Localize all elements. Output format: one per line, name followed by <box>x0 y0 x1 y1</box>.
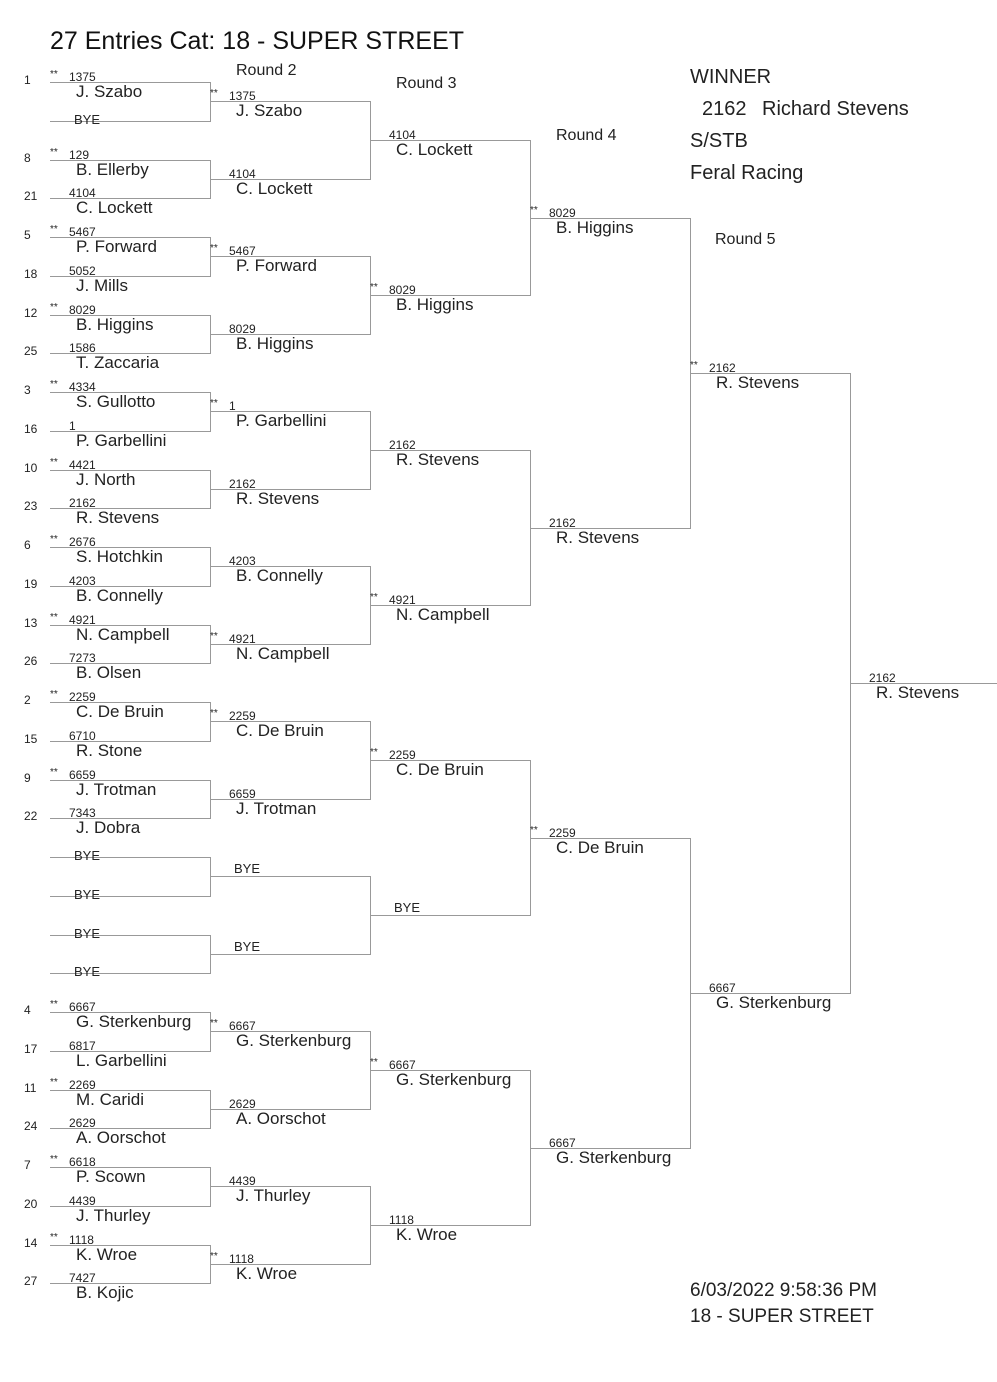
winner-team: Feral Racing <box>690 162 804 184</box>
entry-number: 2259 <box>69 690 96 704</box>
seed-marker: ** <box>370 747 378 759</box>
entry-name: P. Garbellini <box>76 430 167 450</box>
entry-name: S. Hotchkin <box>76 547 163 566</box>
entry-number: 7427 <box>69 1271 96 1286</box>
entry-number: 6667 <box>69 1000 96 1014</box>
entry-name: A. Oorschot <box>236 1108 326 1128</box>
entry-number: 4203 <box>69 573 96 588</box>
entry-number: 7273 <box>69 651 96 666</box>
entry-number: 2259 <box>549 825 576 840</box>
seed-marker: ** <box>370 592 378 604</box>
entry-number: 4421 <box>69 457 96 472</box>
bye-label: BYE <box>234 938 261 954</box>
entry-name: R. Stevens <box>876 682 960 702</box>
seed-marker: ** <box>50 146 58 158</box>
seed-number: 10 <box>24 460 38 475</box>
entry-name: C. De Bruin <box>236 721 324 741</box>
entry-name: N. Campbell <box>236 643 330 663</box>
entry-number: 129 <box>69 147 90 162</box>
seed-number: 14 <box>24 1235 38 1250</box>
entry-number: 2162 <box>229 476 256 491</box>
seed-number: 8 <box>24 150 31 165</box>
entry-name: P. Garbellini <box>236 411 327 431</box>
round-5-label: Round 5 <box>715 231 776 248</box>
entry-name: G. Sterkenburg <box>236 1031 352 1051</box>
entry-number: 4334 <box>69 380 96 394</box>
entry-name: B. Ellerby <box>76 159 149 179</box>
seed-marker: ** <box>50 69 58 80</box>
bye-label: BYE <box>74 886 101 902</box>
entry-number: 7343 <box>69 806 96 821</box>
seed-marker: ** <box>370 1057 378 1069</box>
seed-marker: ** <box>210 243 218 255</box>
r3-slot-5-line <box>370 915 530 916</box>
entry-number: 4104 <box>389 128 416 143</box>
entry-name: J. Szabo <box>76 82 143 101</box>
entry-number: 1375 <box>229 89 256 104</box>
entry-number: 2629 <box>69 1116 96 1131</box>
entry-number: 4439 <box>229 1174 256 1189</box>
entry-number: 4921 <box>229 631 256 646</box>
entry-name: B. Connelly <box>76 585 163 605</box>
seed-number: 27 <box>24 1274 38 1289</box>
entry-name: C. De Bruin <box>396 760 484 780</box>
entry-number: 6618 <box>69 1155 96 1169</box>
entry-number: 2162 <box>709 360 736 375</box>
seed-marker: ** <box>50 456 58 468</box>
entry-number: 4921 <box>69 612 96 627</box>
bye-label: BYE <box>74 848 101 863</box>
entry-name: J. Szabo <box>236 101 303 121</box>
footer-category: 18 - SUPER STREET <box>690 1306 874 1327</box>
entry-name: J. Trotman <box>236 798 317 818</box>
entry-number: 4104 <box>229 166 256 181</box>
seed-number: 7 <box>24 1158 31 1172</box>
seed-number: 12 <box>24 305 38 320</box>
seed-number: 5 <box>24 228 31 242</box>
r2-slot-11-line <box>210 954 370 955</box>
entry-name: R. Stevens <box>556 527 640 547</box>
seed-marker: ** <box>50 1076 58 1088</box>
entry-name: B. Kojic <box>76 1283 134 1303</box>
seed-number: 13 <box>24 615 38 630</box>
entry-number: 6667 <box>709 980 736 995</box>
entry-name: M. Caridi <box>76 1089 145 1109</box>
entry-name: A. Oorschot <box>76 1128 166 1148</box>
seed-marker: ** <box>50 766 58 778</box>
seed-marker: ** <box>50 999 58 1010</box>
entry-number: 4104 <box>69 186 96 201</box>
entry-name: C. Lockett <box>76 198 153 218</box>
entry-number: 1118 <box>389 1213 414 1228</box>
entry-number: 6817 <box>69 1038 96 1053</box>
entry-name: J. Dobra <box>76 818 141 838</box>
entry-name: K. Wroe <box>396 1225 458 1245</box>
entry-number: 1118 <box>69 1232 94 1247</box>
entry-name: B. Higgins <box>76 314 154 334</box>
entry-name: G. Sterkenburg <box>76 1012 192 1031</box>
entry-number: 1 <box>69 418 76 433</box>
seed-marker: ** <box>50 379 58 390</box>
round-2-label: Round 2 <box>236 62 297 79</box>
seed-number: 19 <box>24 576 38 591</box>
entry-number: 4203 <box>229 554 256 569</box>
entry-number: 2162 <box>69 496 96 511</box>
entry-number: 2259 <box>229 709 256 724</box>
entry-name: J. Trotman <box>76 779 157 799</box>
entry-number: 5467 <box>229 244 256 259</box>
entry-number: 1375 <box>69 70 96 84</box>
seed-number: 23 <box>24 499 38 514</box>
seed-number: 2 <box>24 693 31 707</box>
entry-name: G. Sterkenburg <box>716 992 832 1012</box>
seed-marker: ** <box>50 534 58 545</box>
seed-marker: ** <box>210 708 218 720</box>
entry-number: 4921 <box>389 593 416 608</box>
seed-number: 20 <box>24 1196 38 1211</box>
round-3-label: Round 3 <box>396 75 457 92</box>
seed-marker: ** <box>210 398 218 410</box>
seed-number: 9 <box>24 770 31 785</box>
entry-name: B. Olsen <box>76 663 142 683</box>
entry-name: B. Higgins <box>556 217 634 237</box>
seed-number: 4 <box>24 1003 31 1017</box>
entry-name: G. Sterkenburg <box>396 1070 512 1090</box>
bye-label: BYE <box>74 925 101 941</box>
entry-number: 8029 <box>389 283 416 298</box>
winner-vehicle: S/STB <box>690 130 748 152</box>
entry-number: 6667 <box>549 1135 576 1150</box>
entry-name: C. De Bruin <box>76 702 164 721</box>
seed-number: 15 <box>24 731 38 746</box>
seed-number: 3 <box>24 383 31 397</box>
entry-number: 8029 <box>549 205 576 220</box>
entry-name: B. Connelly <box>236 566 323 586</box>
entry-name: R. Stevens <box>396 450 480 470</box>
winner-name: Richard Stevens <box>762 98 909 120</box>
entry-name: N. Campbell <box>76 624 170 644</box>
entry-number: 6667 <box>229 1019 256 1034</box>
seed-marker: ** <box>370 282 378 294</box>
seed-number: 18 <box>24 266 38 281</box>
r2-slot-10-line <box>210 876 370 877</box>
entry-name: J. North <box>76 469 136 489</box>
entry-number: 4439 <box>69 1193 96 1208</box>
entry-number: 2162 <box>389 438 416 453</box>
entry-name: P. Forward <box>236 256 317 276</box>
seed-marker: ** <box>690 359 698 371</box>
bye-label: BYE <box>394 900 421 916</box>
entry-number: 2629 <box>229 1096 256 1111</box>
entry-name: C. Lockett <box>396 140 473 160</box>
seed-number: 6 <box>24 538 31 552</box>
seed-number: 22 <box>24 809 38 824</box>
entry-number: 2162 <box>869 670 896 685</box>
entry-name: R. Stevens <box>716 372 800 392</box>
seed-number: 1 <box>24 73 31 87</box>
seed-marker: ** <box>50 224 58 235</box>
entry-name: K. Wroe <box>76 1244 138 1264</box>
entry-number: 6710 <box>69 728 96 743</box>
winner-number: 2162 <box>702 98 747 120</box>
entry-name: C. De Bruin <box>556 837 644 857</box>
entry-name: J. Thurley <box>236 1186 311 1206</box>
entry-name: C. Lockett <box>236 178 313 198</box>
seed-number: 16 <box>24 421 38 436</box>
round-4-label: Round 4 <box>556 127 617 144</box>
bye-label: BYE <box>74 964 101 980</box>
footer-timestamp: 6/03/2022 9:58:36 PM <box>690 1280 877 1301</box>
entry-name: J. Thurley <box>76 1205 151 1225</box>
entry-name: R. Stevens <box>236 488 320 508</box>
seed-marker: ** <box>210 1250 218 1262</box>
entry-name: N. Campbell <box>396 605 490 625</box>
entry-name: P. Forward <box>76 237 157 256</box>
seed-marker: ** <box>50 1154 58 1165</box>
entry-name: P. Scown <box>76 1167 146 1186</box>
seed-marker: ** <box>50 301 58 313</box>
seed-number: 26 <box>24 654 38 669</box>
seed-number: 24 <box>24 1119 38 1134</box>
entry-name: L. Garbellini <box>76 1050 167 1070</box>
page-title: 27 Entries Cat: 18 - SUPER STREET <box>50 27 465 55</box>
seed-marker: ** <box>50 1231 58 1243</box>
seed-marker: ** <box>50 611 58 623</box>
seed-marker: ** <box>530 824 538 836</box>
seed-number: 17 <box>24 1041 38 1056</box>
seed-marker: ** <box>210 88 218 100</box>
entry-name: T. Zaccaria <box>76 353 160 373</box>
entry-name: K. Wroe <box>236 1263 298 1283</box>
entry-name: J. Mills <box>76 275 128 295</box>
entry-number: 6667 <box>389 1058 416 1073</box>
entry-name: S. Gullotto <box>76 392 156 411</box>
seed-marker: ** <box>210 630 218 642</box>
seed-number: 11 <box>24 1080 37 1095</box>
entry-number: 2676 <box>69 535 96 549</box>
entry-number: 6659 <box>229 786 256 801</box>
bye-label: BYE <box>74 111 101 127</box>
entry-name: R. Stone <box>76 740 143 760</box>
seed-marker: ** <box>210 1018 218 1030</box>
seed-marker: ** <box>530 204 538 216</box>
entry-number: 1586 <box>69 341 96 356</box>
entry-number: 2259 <box>389 748 416 763</box>
entry-number: 1118 <box>229 1251 254 1266</box>
entry-number: 5467 <box>69 225 96 239</box>
entry-name: B. Higgins <box>396 295 474 315</box>
bye-label: BYE <box>234 861 261 877</box>
entry-number: 2269 <box>69 1077 96 1092</box>
entry-name: B. Higgins <box>236 333 314 353</box>
entry-number: 1 <box>229 399 236 414</box>
entry-number: 8029 <box>229 321 256 336</box>
entry-number: 8029 <box>69 302 96 317</box>
seed-number: 21 <box>24 189 38 204</box>
entry-number: 6659 <box>69 767 96 782</box>
winner-heading: WINNER <box>690 66 772 88</box>
entry-number: 2162 <box>549 515 576 530</box>
entry-number: 5052 <box>69 263 96 278</box>
entry-name: G. Sterkenburg <box>556 1147 672 1167</box>
seed-marker: ** <box>50 689 58 700</box>
seed-number: 25 <box>24 344 38 359</box>
entry-name: R. Stevens <box>76 508 160 528</box>
